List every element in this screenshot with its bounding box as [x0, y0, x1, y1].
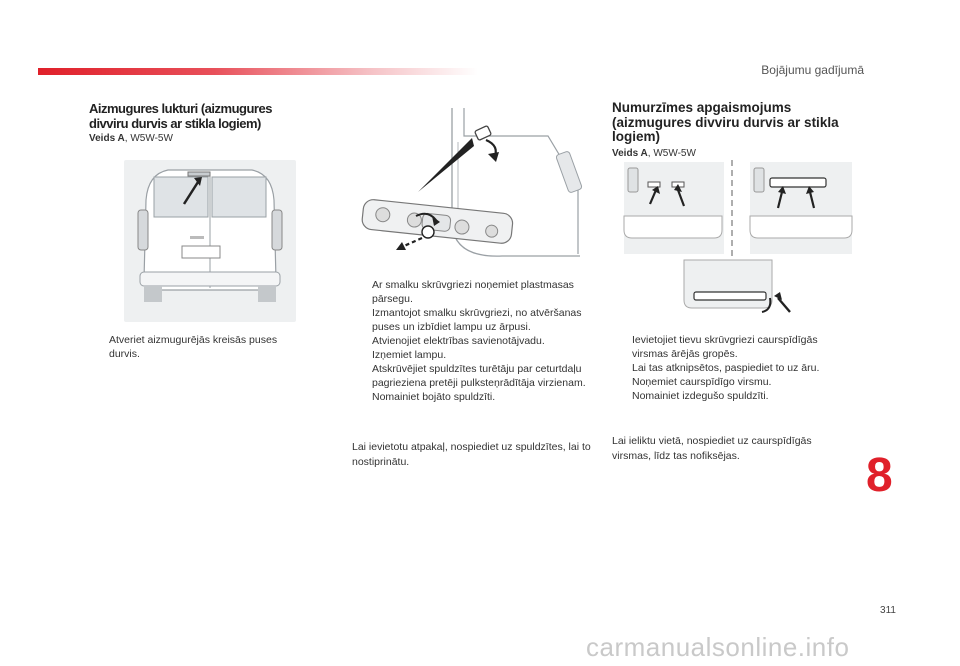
middle-steps	[352, 278, 596, 404]
right-title: Numurzīmes apgaismojums (aizmugures divviru durvis ar stikla logiem)	[612, 100, 839, 144]
right-step: Nomainiet izdegušo spuldzīti.	[632, 390, 769, 402]
plate-light-illustration	[622, 160, 854, 314]
left-step: Atveriet aizmugurējās kreisās puses durvis.	[109, 334, 278, 360]
header-accent-bar	[38, 68, 478, 75]
left-subtitle	[89, 133, 173, 144]
watermark-text: carmanualsonline.info	[586, 632, 850, 662]
right-step: Noņemiet caurspīdīgo virsmu.	[632, 376, 772, 388]
middle-step: Ar smalku skrūvgriezi noņemiet plastmasas pārsegu.	[372, 279, 574, 305]
right-subtitle	[612, 148, 696, 159]
middle-step: Atskrūvējiet spuldzītes turētāju par ceturtdaļu pagrieziena pretēji pulksteņrādītāja virzienam.	[372, 363, 586, 389]
right-subtitle-bold: Veids A	[612, 148, 648, 159]
middle-step: Izmantojot smalku skrūvgriezi, no atvēršanas puses un izbīdiet lampu uz ārpusi.	[372, 307, 582, 333]
left-subtitle-bold: Veids A	[89, 133, 125, 144]
right-step: Lai tas atknipsētos, paspiediet to uz āru.	[632, 362, 820, 374]
left-title: Aizmugures lukturi (aizmugures divviru durvis ar stikla logiem)	[89, 101, 272, 131]
left-steps	[89, 333, 309, 361]
right-steps	[612, 333, 852, 403]
right-step: Ievietojiet tievu skrūvgriezi caurspīdīgās virsmas ārējās gropēs.	[632, 334, 818, 360]
page-number: 311	[880, 605, 896, 616]
right-note: Lai ieliktu vietā, nospiediet uz caurspīdīgās virsmas, līdz tas nofiksējas.	[612, 435, 812, 462]
middle-step: Izņemiet lampu.	[372, 349, 447, 361]
middle-note: Lai ievietotu atpakaļ, nospiediet uz spuldzītes, lai to nostiprinātu.	[352, 441, 591, 468]
middle-step: Nomainiet bojāto spuldzīti.	[372, 391, 496, 403]
right-subtitle-rest: , W5W-5W	[647, 148, 696, 159]
left-subtitle-rest: , W5W-5W	[124, 133, 173, 144]
middle-step: Atvienojiet elektrības savienotājvadu.	[372, 335, 545, 347]
van-rear-illustration	[124, 160, 296, 322]
tail-light-removal-illustration	[352, 106, 592, 266]
section-header: Bojājumu gadījumā	[761, 63, 864, 77]
chapter-number: 8	[866, 449, 893, 502]
